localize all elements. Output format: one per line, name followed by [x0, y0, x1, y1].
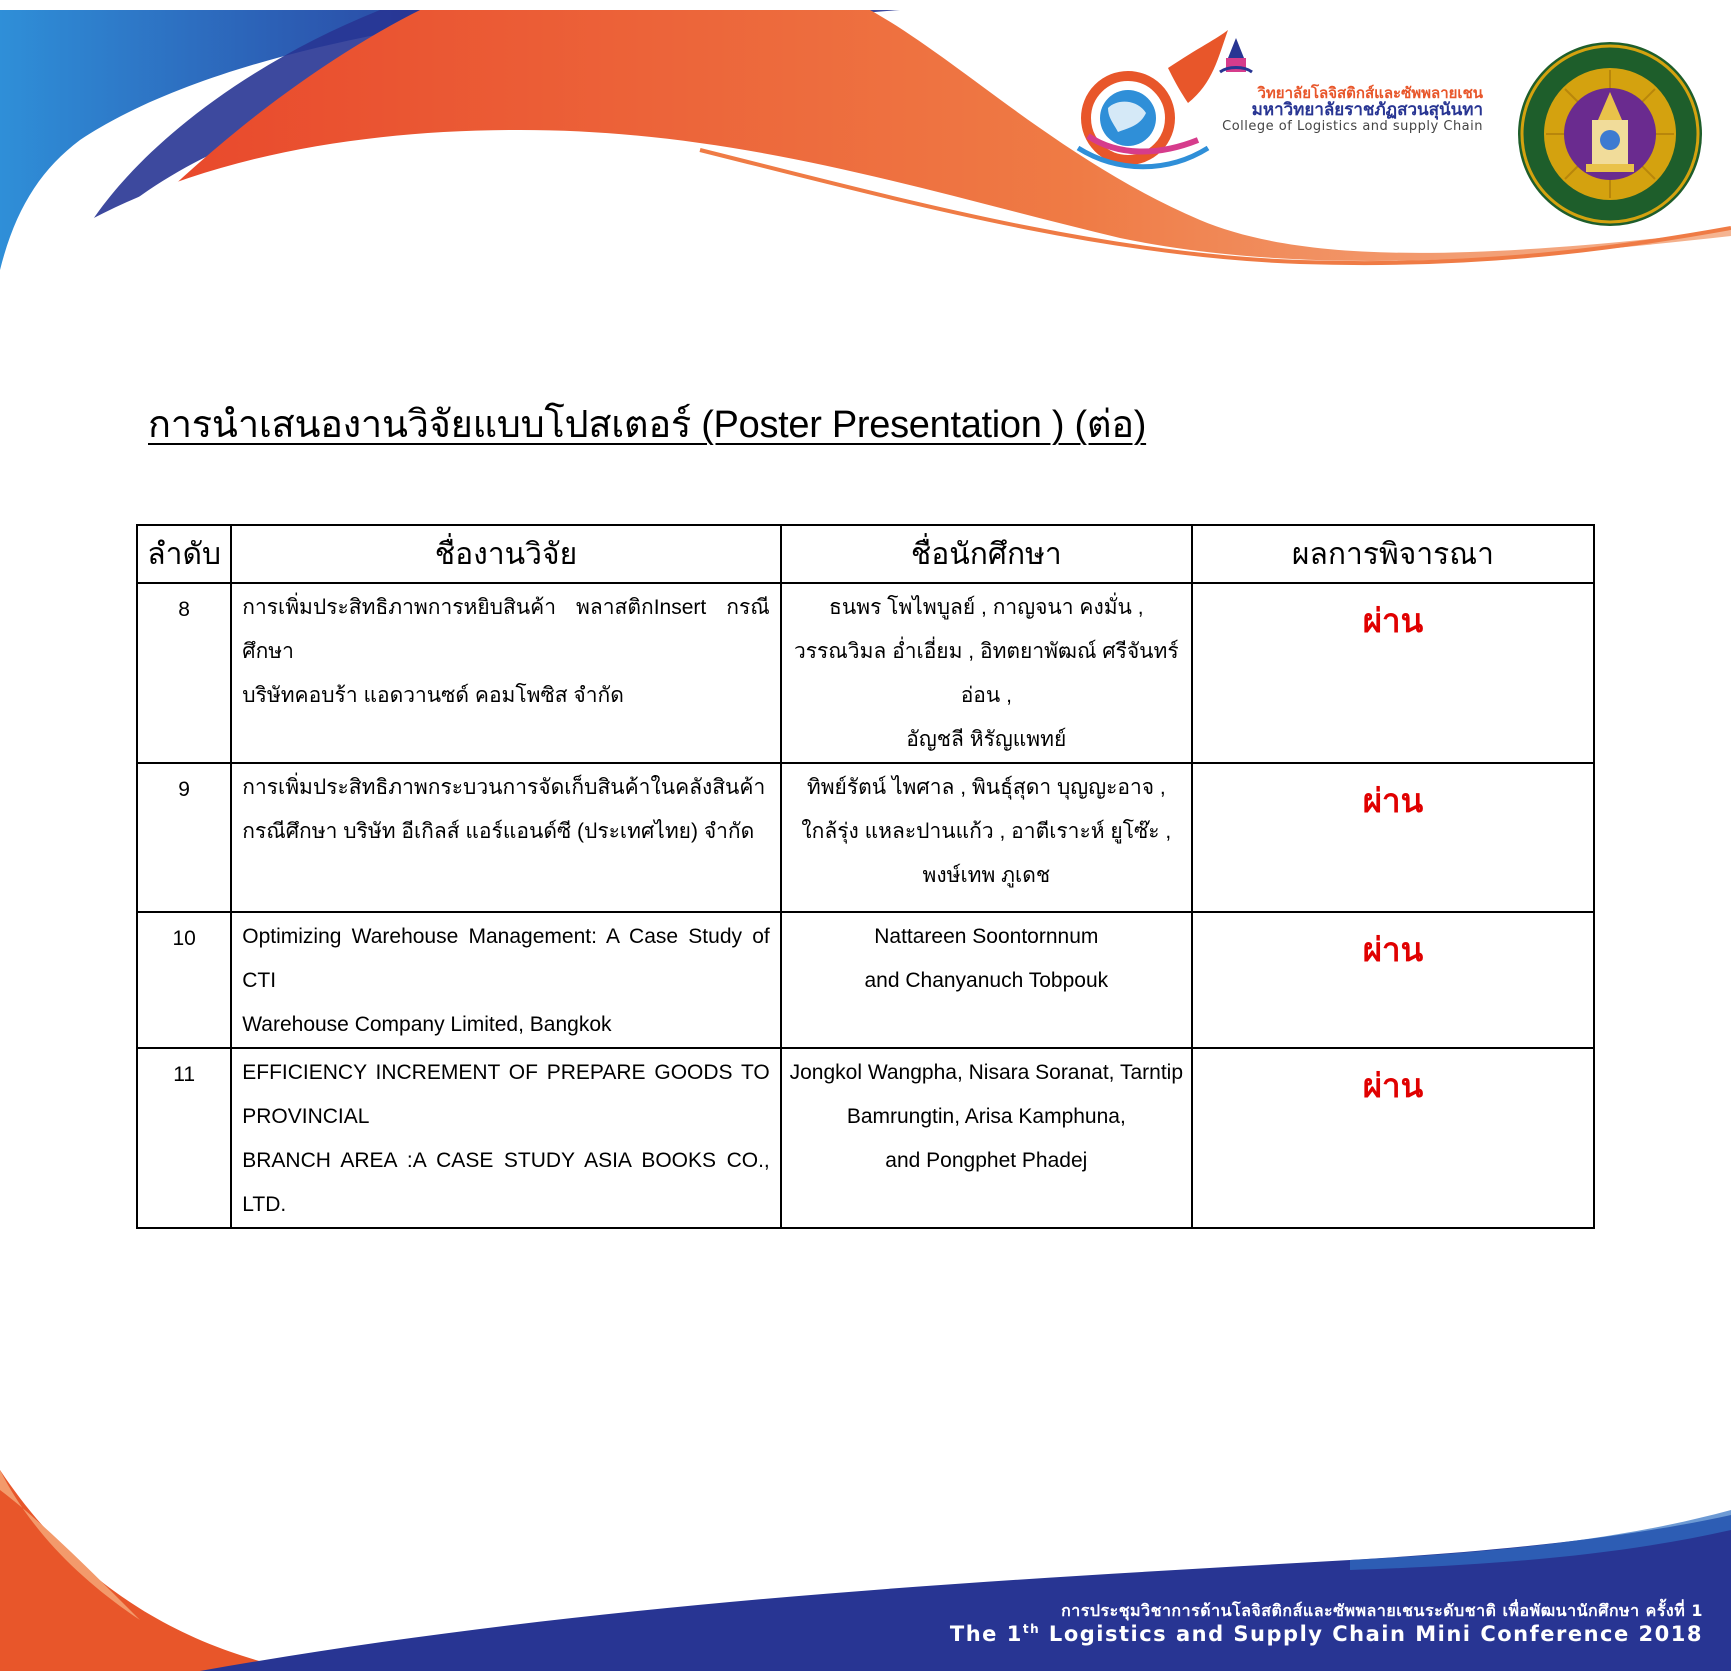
student-names-line: and Chanyanuch Tobpouk	[864, 969, 1109, 992]
student-names-line: Bamrungtin, Arisa Kamphuna,	[846, 1105, 1126, 1128]
footer-eng-suffix: Logistics and Supply Chain Mini Conference 2018	[1040, 1621, 1703, 1646]
student-names	[781, 1048, 1192, 1228]
research-title-line: บริษัทคอบร้า แอดวานซด์ คอมโพซิส จำกัด	[242, 684, 624, 707]
research-title-line: การเพิ่มประสิทธิภาพการหยิบสินค้า พลาสติกInsert กรณีศึกษา	[242, 596, 770, 663]
result-status: ผ่าน	[1362, 931, 1424, 968]
student-names-line: วรรณวิมล อ่ำเอี่ยม , อิทตยาพัฒณ์ ศรีจันทร์อ่อน ,	[793, 640, 1179, 707]
research-title-line: EFFICIENCY INCREMENT OF PREPARE GOODS TO PROVINCIAL	[242, 1061, 770, 1128]
student-names-line: ธนพร โพไพบูลย์ , กาญจนา คงมั่น ,	[829, 596, 1144, 619]
research-title-line: Warehouse Company Limited, Bangkok	[242, 1013, 612, 1036]
row-number: 8	[137, 583, 231, 763]
footer-conference-thai: การประชุมวิชาการด้านโลจิสติกส์และซัพพลายเชนระดับชาติ เพื่อพัฒนานักศึกษา ครั้งที่ 1	[1061, 1600, 1703, 1620]
footer-eng-sup: th	[1022, 1621, 1041, 1636]
result-cell	[1192, 912, 1594, 1048]
research-title-line: กรณีศึกษา บริษัท อีเกิลส์ แอร์แอนด์ซี (ประเทศไทย) จำกัด	[242, 820, 755, 843]
student-names	[781, 912, 1192, 1048]
results-table	[136, 524, 1595, 1229]
result-cell	[1192, 1048, 1594, 1228]
student-names	[781, 763, 1192, 912]
table-row	[137, 583, 1594, 763]
result-cell	[1192, 583, 1594, 763]
research-title	[231, 912, 781, 1048]
research-title	[231, 763, 781, 912]
student-names-line: อัญชลี หิรัญแพทย์	[906, 728, 1067, 751]
table-header-row	[137, 525, 1594, 583]
student-names-line: พงษ์เทพ ภูเดช	[922, 864, 1051, 887]
footer-conference-eng	[950, 1621, 1703, 1647]
student-names-line: Nattareen Soontornnum	[874, 925, 1099, 948]
student-names-line: ใกล้รุ่ง แหละปานแก้ว , อาตีเราะห์ ยูโซ๊ะ ,	[801, 820, 1172, 843]
page-title: การนำเสนองานวิจัยแบบโปสเตอร์ (Poster Presentation ) (ต่อ)	[148, 404, 1147, 446]
result-status: ผ่าน	[1362, 1067, 1424, 1104]
student-names-line: ทิพย์รัตน์ ไพศาล , พินธุ์สุดา บุญญะอาจ ,	[806, 776, 1166, 799]
row-number: 9	[137, 763, 231, 912]
table-row	[137, 1048, 1594, 1228]
row-number: 11	[137, 1048, 231, 1228]
student-names	[781, 583, 1192, 763]
header-result: ผลการพิจารณา	[1192, 525, 1594, 583]
footer-eng-prefix: The 1	[949, 1621, 1023, 1646]
research-title-line: การเพิ่มประสิทธิภาพกระบวนการจัดเก็บสินค้าในคลังสินค้า	[242, 776, 766, 799]
college-name-thai: วิทยาลัยโลจิสติกส์และซัพพลายเชน	[1257, 84, 1483, 102]
university-seal	[1516, 40, 1704, 228]
college-name-eng: College of Logistics and supply Chain	[1222, 118, 1483, 134]
student-names-line: and Pongphet Phadej	[885, 1149, 1088, 1172]
table-row	[137, 912, 1594, 1048]
research-title	[231, 583, 781, 763]
header-research-title: ชื่องานวิจัย	[231, 525, 781, 583]
student-names-line: Jongkol Wangpha, Nisara Soranat, Tarntip	[789, 1061, 1184, 1084]
header-student-names: ชื่อนักศึกษา	[781, 525, 1192, 583]
university-name-thai: มหาวิทยาลัยราชภัฏสวนสุนันทา	[1251, 99, 1483, 120]
result-status: ผ่าน	[1362, 602, 1424, 639]
research-title-line: Optimizing Warehouse Management: A Case Study of CTI	[242, 925, 770, 992]
table-row	[137, 763, 1594, 912]
header-order: ลำดับ	[137, 525, 231, 583]
research-title	[231, 1048, 781, 1228]
row-number: 10	[137, 912, 231, 1048]
conference-footer	[950, 1601, 1703, 1647]
college-name-block	[1183, 86, 1483, 133]
result-status: ผ่าน	[1362, 782, 1424, 819]
research-title-line: BRANCH AREA :A CASE STUDY ASIA BOOKS CO., LTD.	[242, 1149, 770, 1216]
result-cell	[1192, 763, 1594, 912]
